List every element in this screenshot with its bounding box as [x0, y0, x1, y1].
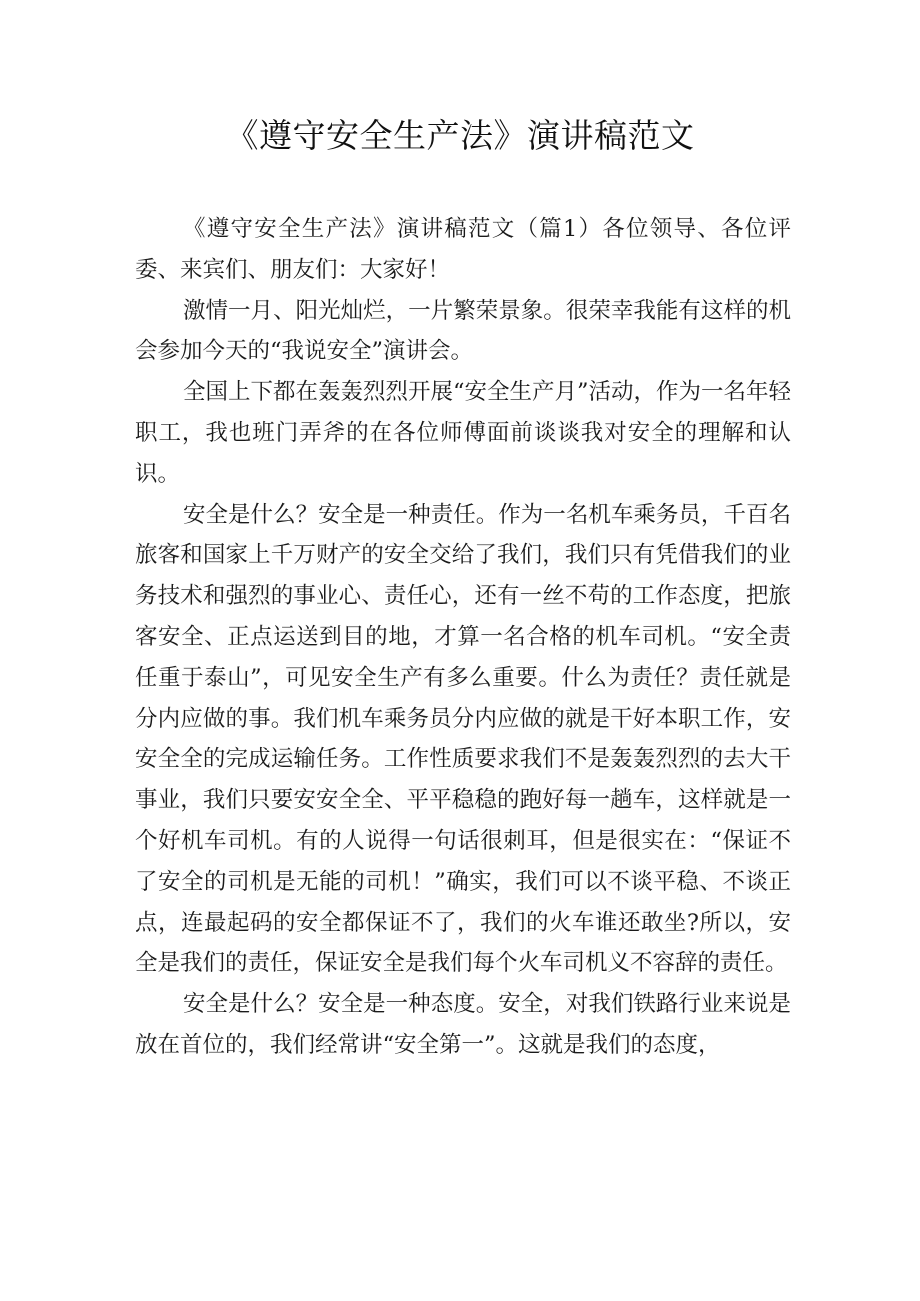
paragraph-safety-month: 全国上下都在轰轰烈烈开展“安全生产月”活动，作为一名年轻职工，我也班门弄斧的在各位师傅面前谈谈我对安全的理解和认识。 — [135, 379, 792, 487]
paragraph-safety-attitude: 安全是什么？安全是一种态度。安全，对我们铁路行业来说是放在首位的，我们经常讲“安全第一”。这就是我们的态度， — [135, 991, 791, 1058]
paragraph-opening: 激情一月、阳光灿烂，一片繁荣景象。很荣幸我能有这样的机会参加今天的“我说安全”演讲会。 — [135, 297, 791, 365]
paragraph-safety-responsibility: 安全是什么？安全是一种责任。作为一名机车乘务员，千百名旅客和国家上千万财产的安全交给了我们，我们只有凭借我们的业务技术和强烈的事业心、责任心，还有一丝不苟的工作态度，把旅客安全、正点运送到目的地，才算一名合格的机车司机。“安全责任重于泰山”，可见安全生产有多么重要。什么为责任？责任就是分内应做的事。我们机车乘务员分内应做的就是干好本职工作，安安全全的完成运输任务。工作性质要求我们不是轰轰烈烈的去大干事业，我们只要安安全全、平平稳稳的跑好每一趟车，这样就是一个好机车司机。有的人说得一句话很刺耳，但是很实在：“保证不了安全的司机是无能的司机！”确实，我们可以不谈平稳、不谈正点，连最起码的安全都保证不了，我们的火车谁还敢坐?所以，安全是我们的责任，保证安全是我们每个火车司机义不容辞的责任。 — [135, 501, 791, 977]
document-title: 《遵守安全生产法》演讲稿范文 — [225, 116, 695, 155]
document-body — [135, 209, 791, 1066]
paragraph-greeting: 《遵守安全生产法》演讲稿范文（篇1）各位领导、各位评委、来宾们、朋友们：大家好！ — [135, 216, 791, 283]
